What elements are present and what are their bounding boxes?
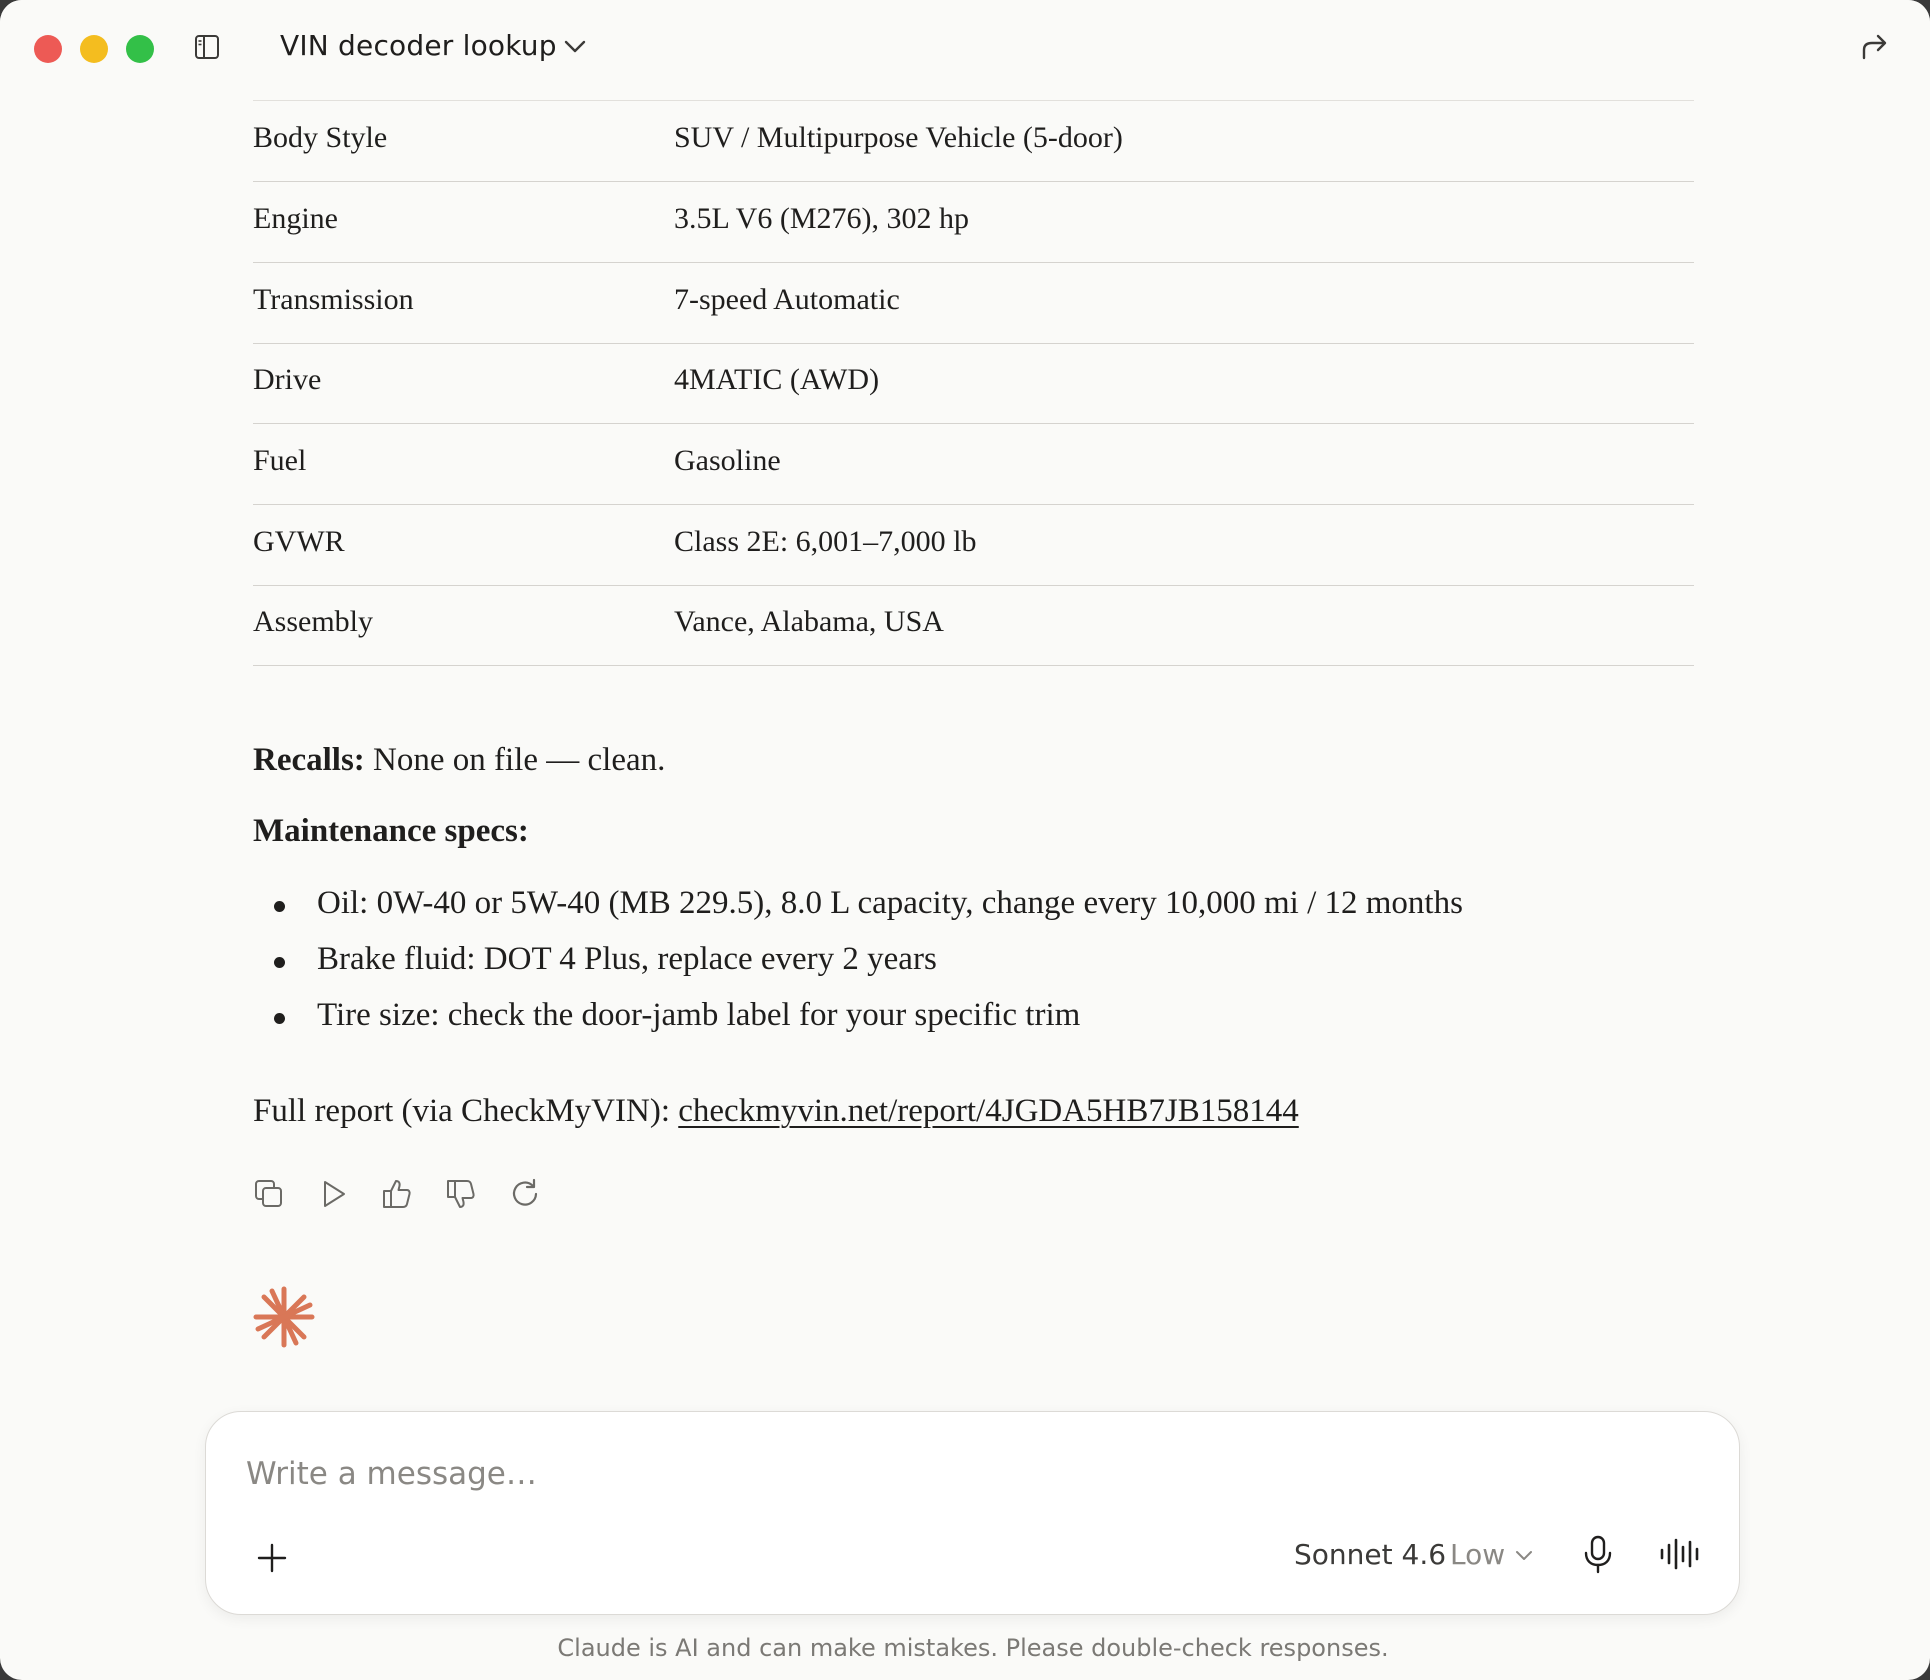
spec-value: Vance, Alabama, USA <box>674 605 944 638</box>
table-row <box>253 585 1694 666</box>
spec-label: Fuel <box>253 444 307 477</box>
microphone-icon[interactable] <box>1581 1534 1615 1574</box>
list-item: Tire size: check the door-jamb label for your specific trim <box>317 997 1081 1033</box>
copy-icon[interactable] <box>252 1177 286 1211</box>
share-arrow-icon[interactable] <box>1858 32 1890 62</box>
claude-spark-icon <box>250 1283 318 1351</box>
spec-label: GVWR <box>253 525 345 558</box>
report-prefix: Full report (via CheckMyVIN): <box>253 1093 679 1129</box>
list-item: Brake fluid: DOT 4 Plus, replace every 2 years <box>317 941 937 977</box>
bullet-dot <box>274 957 285 968</box>
sidebar-toggle-icon[interactable] <box>194 34 220 60</box>
effort-selector[interactable]: Low <box>1450 1538 1506 1571</box>
bullet-dot <box>274 1013 285 1024</box>
report-paragraph <box>253 1093 1299 1130</box>
report-link[interactable]: checkmyvin.net/report/4JGDA5HB7JB158144 <box>678 1093 1299 1129</box>
spec-label: Body Style <box>253 121 388 154</box>
title-bar <box>0 0 1930 96</box>
spec-value: 3.5L V6 (M276), 302 hp <box>674 202 969 235</box>
table-row <box>253 101 1694 182</box>
recalls-paragraph <box>253 742 665 779</box>
spec-value: SUV / Multipurpose Vehicle (5-door) <box>674 121 1123 154</box>
window-close-button[interactable] <box>34 35 62 63</box>
list-item: Oil: 0W-40 or 5W-40 (MB 229.5), 8.0 L capacity, change every 10,000 mi / 12 months <box>317 885 1463 921</box>
recalls-text: None on file — clean. <box>364 742 666 778</box>
spec-value: Class 2E: 6,001–7,000 lb <box>674 525 977 558</box>
chevron-down-icon[interactable] <box>1514 1549 1534 1563</box>
spec-label: Engine <box>253 202 338 235</box>
maintenance-heading: Maintenance specs: <box>253 813 529 849</box>
voice-waveform-icon[interactable] <box>1658 1536 1702 1572</box>
message-composer <box>205 1411 1740 1615</box>
table-row <box>253 505 1694 586</box>
disclaimer-text: Claude is AI and can make mistakes. Please double-check responses. <box>557 1634 1389 1662</box>
chevron-down-icon[interactable] <box>562 36 588 58</box>
spec-value: 7-speed Automatic <box>674 283 900 316</box>
plus-icon[interactable] <box>256 1542 288 1574</box>
spec-label: Transmission <box>253 283 414 316</box>
play-icon[interactable] <box>316 1177 350 1211</box>
bullet-dot <box>274 901 285 912</box>
window-maximize-button[interactable] <box>126 35 154 63</box>
spec-table <box>253 101 1694 666</box>
spec-label: Assembly <box>253 605 373 638</box>
spec-value: 4MATIC (AWD) <box>674 363 880 396</box>
retry-icon[interactable] <box>508 1177 542 1211</box>
window-minimize-button[interactable] <box>80 35 108 63</box>
spec-label: Drive <box>253 363 322 396</box>
message-input[interactable] <box>246 1452 1646 1496</box>
table-row <box>253 182 1694 263</box>
recalls-label: Recalls: <box>253 742 365 778</box>
spec-value: Gasoline <box>674 444 781 477</box>
model-selector[interactable]: Sonnet 4.6 <box>1294 1538 1447 1571</box>
thumbs-up-icon[interactable] <box>380 1177 414 1211</box>
table-row <box>253 263 1694 344</box>
table-row <box>253 424 1694 505</box>
conversation-title[interactable]: VIN decoder lookup <box>280 29 557 62</box>
table-row <box>253 343 1694 424</box>
thumbs-down-icon[interactable] <box>444 1177 478 1211</box>
